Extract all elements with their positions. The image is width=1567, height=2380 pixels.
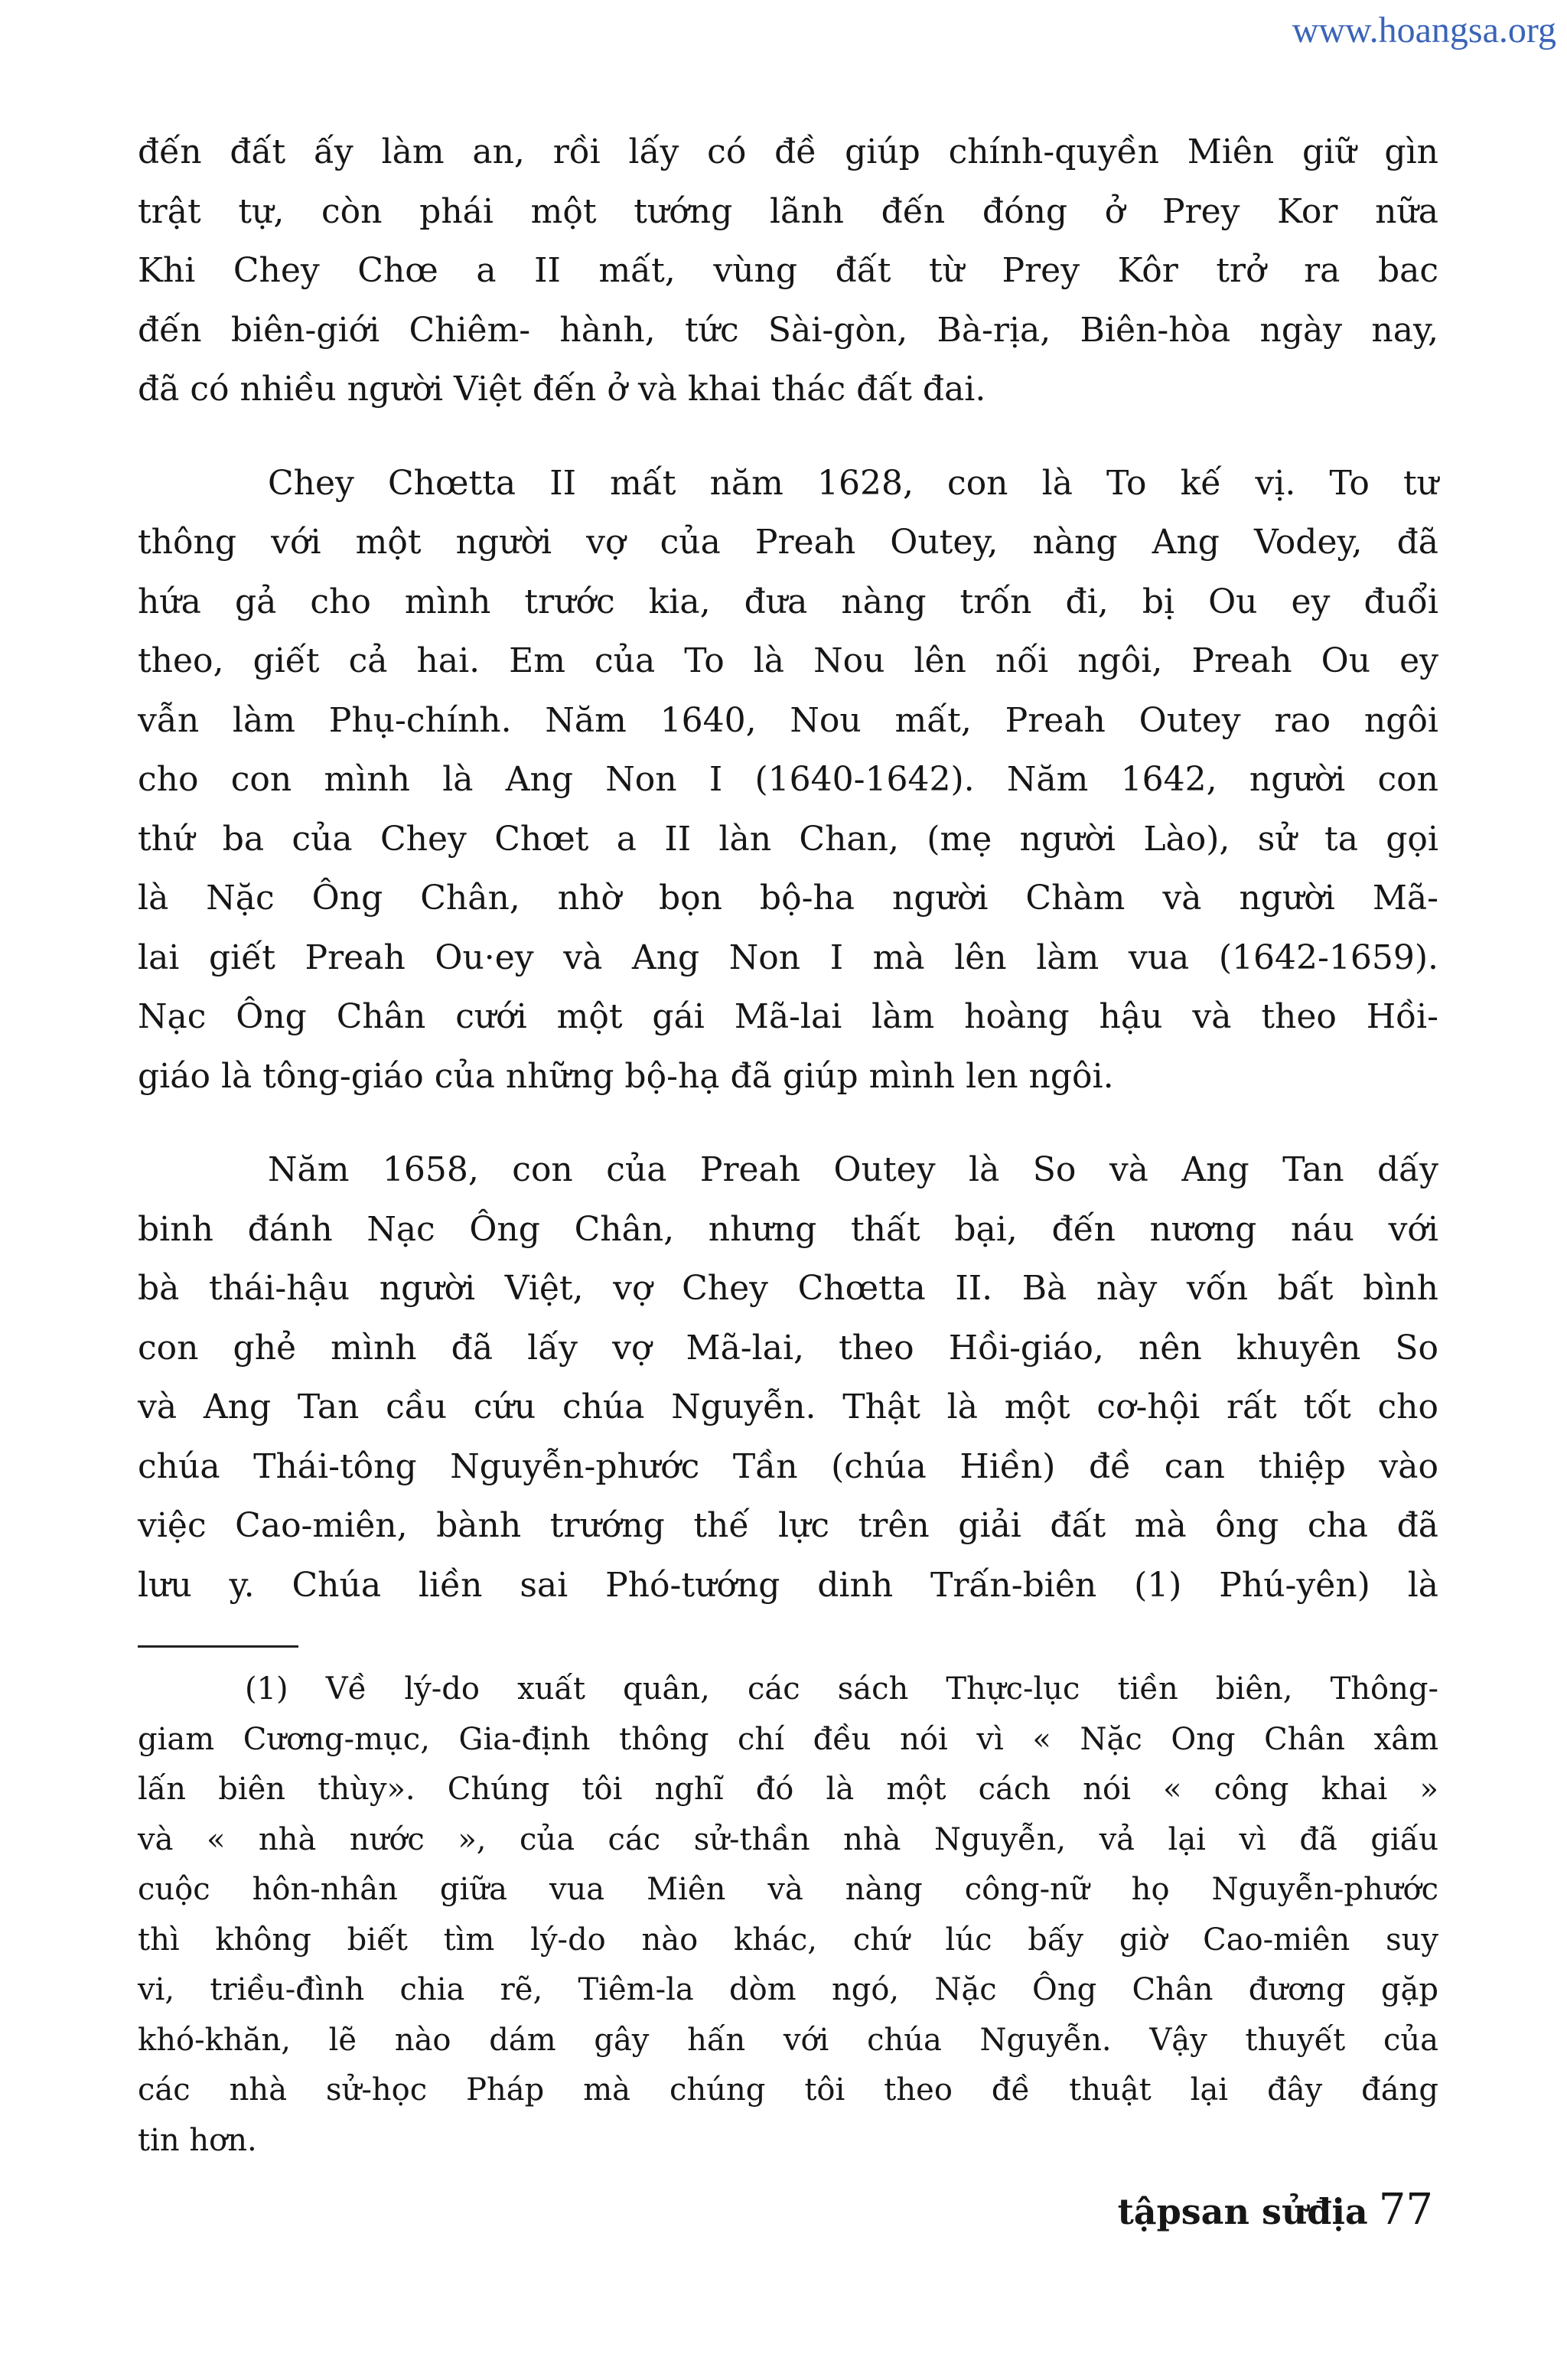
text-line: chúa Thái-tông Nguyễn-phước Tần (chúa Hiền) đề can thiệp vào — [138, 1446, 1438, 1486]
text-line: đến biên-giới Chiêm- hành, tức Sài-gòn, Bà-rịa, Biên-hòa ngày nay, — [138, 310, 1438, 350]
text-line: giáo là tông-giáo của những bộ-hạ đã giúp mình len ngôi. — [138, 1056, 1114, 1096]
text-line: lưu y. Chúa liền sai Phó-tướng dinh Trấn-biên (1) Phú-yên) là — [138, 1565, 1438, 1605]
text-line: và Ang Tan cầu cứu chúa Nguyễn. Thật là một cơ-hội rất tốt cho — [138, 1387, 1438, 1426]
text-line: thông với một người vợ của Preah Outey, nàng Ang Vodey, đã — [138, 523, 1438, 562]
text-line: thứ ba của Chey Chœt a II làn Chan, (mẹ người Lào), sử ta gọi — [138, 819, 1438, 859]
footnote — [138, 1664, 1438, 2166]
footnote-line: và « nhà nước », của các sử-thần nhà Nguyễn, vả lại vì đã giấu — [138, 1821, 1438, 1857]
text-line: hứa gả cho mình trước kia, đưa nàng trốn đi, bị Ou ey đuổi — [138, 582, 1438, 621]
text-line: cho con mình là Ang Non I (1640-1642). Năm 1642, người con — [138, 760, 1438, 799]
publication-name: tậpsan sửđịa — [1117, 2191, 1368, 2232]
footnote-divider — [138, 1645, 298, 1648]
page-number: 77 — [1378, 2185, 1433, 2235]
footnote-line: khó-khăn, lẽ nào dám gây hấn với chúa Nguyễn. Vậy thuyết của — [138, 2022, 1438, 2058]
text-line: lai giết Preah Ou·ey và Ang Non I mà lên làm vua (1642-1659). — [138, 937, 1438, 977]
text-line: đến đất ấy làm an, rồi lấy có đề giúp chính-quyền Miên giữ gìn — [138, 132, 1438, 171]
footnote-line: (1) Về lý-do xuất quân, các sách Thực-lục tiền biên, Thông- — [245, 1671, 1438, 1707]
watermark: www.hoangsa.org — [1292, 10, 1556, 51]
text-line: binh đánh Nạc Ông Chân, nhưng thất bại, đến nương náu với — [138, 1209, 1438, 1249]
text-line: theo, giết cả hai. Em của To là Nou lên nối ngôi, Preah Ou ey — [138, 641, 1438, 680]
footnote-line: lấn biên thùy». Chúng tôi nghĩ đó là một cách nói « công khai » — [138, 1772, 1438, 1807]
text-line: là Nặc Ông Chân, nhờ bọn bộ-ha người Chàm và người Mã- — [138, 879, 1438, 918]
text-line: bà thái-hậu người Việt, vợ Chey Chœtta II. Bà này vốn bất bình — [138, 1269, 1438, 1308]
text-line: Năm 1658, con của Preah Outey là So và Ang Tan dấy — [268, 1150, 1438, 1189]
footnote-line: thì không biết tìm lý-do nào khác, chứ lúc bấy giờ Cao-miên suy — [138, 1922, 1438, 1958]
footnote-line: tin hơn. — [138, 2122, 257, 2158]
text-line: trật tự, còn phái một tướng lãnh đến đóng ở Prey Kor nữa — [138, 191, 1438, 231]
footnote-line: giam Cương-mục, Gia-định thông chí đều nói vì « Nặc Ong Chân xâm — [138, 1721, 1438, 1757]
paragraph-3 — [138, 1140, 1438, 1615]
text-line: vẫn làm Phụ-chính. Năm 1640, Nou mất, Preah Outey rao ngôi — [138, 700, 1438, 740]
text-line: Chey Chœtta II mất năm 1628, con là To kế vị. To tư — [268, 463, 1438, 503]
paragraph-2 — [138, 454, 1438, 1107]
text-line: con ghẻ mình đã lấy vợ Mã-lai, theo Hồi-giáo, nên khuyên So — [138, 1328, 1438, 1368]
text-line: Nạc Ông Chân cưới một gái Mã-lai làm hoàng hậu và theo Hồi- — [138, 997, 1438, 1036]
text-line: đã có nhiều người Việt đến ở và khai thác đất đai. — [138, 370, 986, 409]
page-body — [138, 122, 1438, 2166]
page-footer — [1118, 2185, 1433, 2235]
text-line: Khi Chey Chœ a II mất, vùng đất từ Prey Kôr trở ra bac — [138, 251, 1438, 290]
footnote-line: các nhà sử-học Pháp mà chúng tôi theo đề thuật lại đây đáng — [138, 2072, 1438, 2108]
text-line: việc Cao-miên, bành trướng thế lực trên giải đất mà ông cha đã — [138, 1506, 1438, 1545]
footnote-line: cuộc hôn-nhân giữa vua Miên và nàng công-nữ họ Nguyễn-phước — [138, 1872, 1438, 1907]
footnote-line: vi, triều-đình chia rẽ, Tiêm-la dòm ngó, Nặc Ông Chân đương gặp — [138, 1972, 1438, 2007]
paragraph-1 — [138, 122, 1438, 419]
